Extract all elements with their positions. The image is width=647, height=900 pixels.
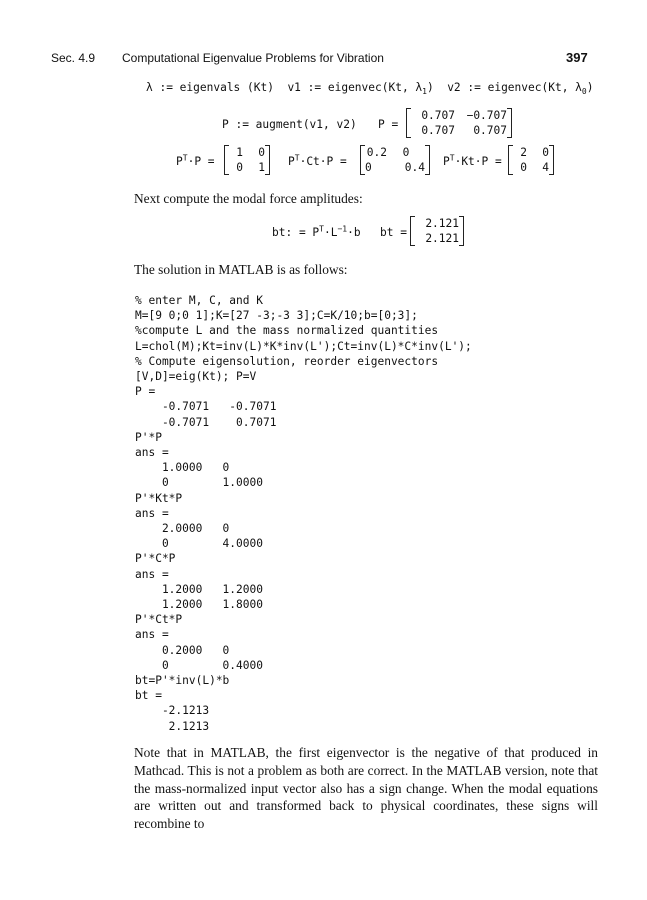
code-line: P =: [135, 385, 156, 399]
transpose-mark: T: [182, 153, 188, 163]
matrix-cell: 0: [258, 146, 265, 159]
label-part: P: [176, 155, 183, 168]
matrix-cell: 0.707: [421, 124, 455, 137]
code-line: ans =: [135, 506, 169, 520]
code-line: 0 0.4000: [135, 658, 263, 672]
PtP-label: [176, 154, 215, 169]
bt-label: bt =: [380, 226, 407, 239]
bt-definition: [272, 225, 361, 240]
eigen-definitions: [146, 80, 593, 95]
matrix-cell: 0.4: [404, 161, 425, 174]
matrix-cell: 2.121: [425, 217, 459, 230]
code-line: ans =: [135, 567, 169, 581]
matrix-cell: −0.707: [466, 109, 507, 122]
matrix-cell: 0.707: [421, 109, 455, 122]
code-line: L=chol(M);Kt=inv(L)*K*inv(L');Ct=inv(L)*C*inv(L');: [135, 339, 472, 353]
PtKtP-matrix: [508, 145, 554, 175]
matrix-cell: 4: [542, 161, 549, 174]
bt-matrix: [410, 216, 464, 246]
label-part: P: [288, 155, 295, 168]
matrix-cell: 2.121: [425, 232, 459, 245]
code-line: 0 4.0000: [135, 537, 263, 551]
code-line: P'*Kt*P: [135, 491, 183, 505]
code-line: -0.7071 0.7071: [135, 415, 277, 429]
inverse-mark: −1: [337, 224, 348, 234]
PtKtP-label: [443, 154, 502, 169]
augment-assignment: P := augment(v1, v2): [222, 118, 357, 131]
lambda-index-0: 0: [581, 87, 587, 97]
matrix-cell: 1: [258, 161, 265, 174]
modal-force-sentence: Next compute the modal force amplitudes:: [134, 191, 363, 206]
code-line: 1.0000 0: [135, 461, 230, 475]
code-line: 2.0000 0: [135, 522, 230, 536]
transpose-mark: T: [294, 153, 300, 163]
code-line: ans =: [135, 628, 169, 642]
transpose-mark: T: [449, 153, 455, 163]
transpose-mark: T: [319, 224, 324, 234]
matrix-cell: 0: [402, 146, 410, 159]
code-line: -2.1213: [135, 704, 210, 718]
code-line: 2.1213: [135, 719, 210, 733]
section-number: Sec. 4.9: [51, 51, 96, 65]
PtCtP-matrix: [360, 145, 430, 175]
P-matrix: [406, 108, 512, 138]
label-part: ·P =: [187, 155, 215, 168]
code-line: 0.2000 0: [135, 643, 230, 657]
label-part: P: [443, 155, 450, 168]
code-line: M=[9 0;0 1];K=[27 -3;-3 3];C=K/10;b=[0;3];: [135, 309, 418, 323]
code-line: bt =: [135, 689, 162, 703]
label-part: ·Kt·P =: [454, 155, 502, 168]
P-label: P =: [378, 118, 399, 131]
matrix-cell: 0: [236, 161, 243, 174]
matlab-intro: The solution in MATLAB is as follows:: [134, 262, 348, 277]
page-number: 397: [566, 50, 588, 65]
code-line: 1.2000 1.8000: [135, 598, 263, 612]
matrix-cell: 0: [542, 146, 549, 159]
code-line: P'*P: [135, 430, 162, 444]
matrix-cell: 2: [520, 146, 527, 159]
matrix-cell: 0: [365, 161, 372, 174]
running-title: Computational Eigenvalue Problems for Vibration: [122, 51, 384, 65]
matlab-code-block: [135, 293, 472, 734]
matrix-cell: 0: [520, 161, 527, 174]
lambda-index-1: 1: [422, 87, 427, 97]
code-line: ans =: [135, 446, 169, 460]
code-line: 0 1.0000: [135, 476, 263, 490]
eigen-def-part: ) v2 := eigenvec(Kt, λ: [426, 81, 582, 94]
eigen-def-part: λ := eigenvals (Kt) v1 := eigenvec(Kt, λ: [146, 81, 423, 94]
code-line: P'*Ct*P: [135, 613, 183, 627]
bt-part: ·b: [347, 226, 361, 239]
code-line: % enter M, C, and K: [135, 294, 263, 307]
bt-part: ·L: [323, 226, 338, 239]
eigen-def-part: ): [586, 81, 594, 94]
closing-paragraph: Note that in MATLAB, the first eigenvector is the negative of that produced in Mathcad. This is not a problem as both are correct. In the MATLAB version, note that the mass-normalized input vector also has a sign change. When the modal equations are written out and transformed back to physical coordinates, these signs will recombine to: [134, 745, 598, 832]
PtCtP-label: [288, 154, 347, 169]
code-line: P'*C*P: [135, 552, 176, 566]
PtP-matrix: [224, 145, 270, 175]
matrix-cell: 0.707: [473, 124, 507, 137]
code-line: 1.2000 1.2000: [135, 582, 263, 596]
code-line: % Compute eigensolution, reorder eigenvectors: [135, 354, 439, 368]
code-line: bt=P'*inv(L)*b: [135, 674, 230, 688]
label-part: ·Ct·P =: [299, 155, 347, 168]
code-line: -0.7071 -0.7071: [135, 400, 277, 414]
bt-part: bt: = P: [272, 226, 320, 239]
code-line: [V,D]=eig(Kt); P=V: [135, 370, 257, 384]
matrix-cell: 1: [236, 146, 243, 159]
code-line: %compute L and the mass normalized quantities: [135, 324, 439, 338]
matrix-cell: 0.2: [366, 146, 387, 159]
